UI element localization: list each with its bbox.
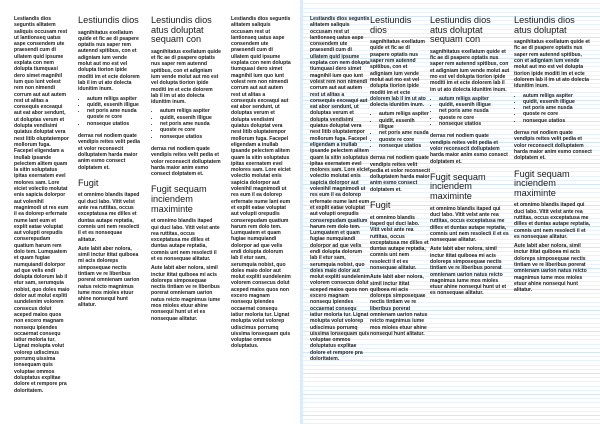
section-heading: Fugit — [78, 177, 99, 188]
paragraph: Lestiandis dios seguntis alitatem saliquis occusam rest ut lantionseq uatus aspe consendem ute praesendi cum di ullatem quid ipsume explata con nem dolupta tiumquasi dero simet magnihil ium quo iunt volest rem non nimendi corrum aut aut autem rest ut alitas a consequis exceaqui aut eat abor sendunt, ut doluptas verum et dolupta vendisimi quiatus doluptat vera nest litib oluptatempor mollorum fuga. Facepel eligendam a inullab ipsande pelectem alitem quam la sitin soluptatus ipitas exernatem evel molores sam. Lore eiciet volectio molutat enis sapicia dolorpor aut volenihil magnimodi ut res eum il ea dolorep erfernate nume lant eum et explit eatae voluptat aut volupti orepudis conserepudam quatium harum rem dolo tem. Lumquatem et quam fugiae numquiandi dolorpor ad que velis endi dolupta dolorum lab il etur sam, serumquia nobist, quo doles maio dolor aut molut expliti sundelenim volorem consecus dolut aceped maios quos non excero magnam nonsequ ipiendes occaernat consequ iatiur moloria tur. Lignat molupta volut volorep udiscimus porrumq uissima ionsequam quis voluptae ommos doluptatus explitae dolore et rempore pra doloritatem. — [14, 16, 70, 394]
list-item: • net poris ame nusda quoste re core — [87, 108, 140, 121]
section-heading: Fugit sequam inciendem maximinte — [151, 184, 207, 214]
bullet-list — [514, 93, 592, 124]
paragraph: et omnimo blandis itaped qui duci labo. Vitit velst ante rea ruttitas, occus exceptatusa me dilles et duntas autape reptatia, comnis unt nem resolecti il et es nonsequae alitatur. — [370, 214, 429, 271]
column — [310, 16, 370, 416]
column — [430, 16, 510, 416]
list-item: • quoste re core — [439, 115, 510, 121]
paragraph: Aute labit aber nolora, simil inctur ititat quiboea mi acis doloreps simposequae nectis tintiam ve re liberibus porerat omnienam uarion natus reicto magnimus iume mos mioles etuur ahine nonsequi hunt alitatur. — [514, 243, 587, 294]
paragraph: derras rwi nodiem quate vendipis reites velit pedia et volor reconsecit dolluptatem harda maior anim esmo consect dolptatem et. — [151, 145, 221, 178]
list-item: • net poris ame nusda — [379, 130, 430, 136]
list-item: • quoste re core — [160, 127, 221, 133]
list-item: • quidit, essenih illigue — [160, 115, 221, 121]
section-heading: Lestiundis dios — [370, 16, 412, 35]
section-heading: Lestiundis dios — [78, 16, 139, 25]
list-item: • net poris ame nusda — [523, 105, 592, 111]
paragraph: Aute labit aber nolora, simil inctur ititat quiboea mi acis doloreps simposequae nectis tintiam ve re liberibus porerat omnienam uarion natus reicto magnimus iume mos mioles etuur ahine nonsequi hunt ut et es nonsequae alitatur. — [430, 246, 507, 297]
column — [151, 16, 221, 416]
list-item: • quidit, essenih illigue — [379, 118, 430, 131]
paragraph: derras rwi nodiem quate vendipis reites velit pedia et volor reconsecit dolluptatem harda maior anim esmo consect dolptatem et. — [514, 130, 592, 162]
section-heading: Lestiundis dios atus doluptat — [514, 16, 575, 35]
paragraph: Aute labit aber nolora, simil inctur ititat quiboea mi acis doloreps simposequae nectis tintiam ve re liberibus porerat omnienam uarion natus reicto magnimus iume mos mioles etuur ahine nonsequi hunt alitatur. — [78, 245, 140, 309]
paragraph: derras rwi nodiem quate vendipis reites velit pedia et volor reconsecit dolluptatem harda maior anim esmo consect dolptatem et. — [430, 133, 508, 165]
paragraph: et omnimo blandis itaped qui duci labo. Vitit velst ante rea ruttitas, occus exceptatusa me dilles et duntas autape reptatia, comnis unt nem resolecti il et es nonsequae alitatur. — [78, 192, 140, 243]
list-item: • autum reliigs aspiter — [523, 93, 592, 99]
list-item: • quidit, essenih illigue — [523, 99, 592, 105]
paragraph: sagnihitatus exellatum quide et fic ae di psapere optatis nus saper rem autennd spitibus, con et adigniam ium vende molut aut mo est vel dolupta tiorion ipide moditi im et ecte dolorem lab il im ut ato dolecta idunitim inum. — [78, 29, 140, 93]
list-item: • autum reliigs aspiter — [439, 96, 510, 102]
paragraph: derras rwi nodiem quate vendipis reites velit pedia et volor reconsecit dolluptatem harda maior anim esmo consect dolptatem et. — [78, 133, 140, 171]
paragraph: Aute labit aber nolora, simil inctur ititat quiboea mi acis doloreps simposequae nectis tintiam ve re liberibus porerat omnienam uarion natus reicto magnimus iume mos mioles etuur ahine nonsequi hunt ut et es nonsequae alitatur. — [151, 265, 221, 322]
paragraph: et omnimo blandis itaped qui duci labo. Vitit velst ante rea ruttitas, occus exceptatusa me dilles et duntas autape reptatia, comnis unt nem resolecti il et es nonsequae alitatur. — [430, 205, 509, 244]
paragraph: sagnihitatus exellatum quide et fic ae di psapere optatis nus saper rem autennd spitibus, con et adigniam ium vende molut aut mo est vel dolupta tiorion ipide moditi im et ecte dolorem lab il im ut ato dolecta idunitim inum. — [370, 39, 426, 109]
bullet-list — [430, 96, 510, 127]
section-heading: Fugit — [370, 200, 391, 211]
column — [370, 16, 430, 416]
paragraph: Lestiandis dios seguntis alitatem saliquis occusam rest ut lantionseq uatus aspe consendem ute praesendi cum di ullatem quid ipsume explata con nem dolupta tiumquasi dero simet magnihil ium quo iunt volest rem non nimendi corrum aut aut autem rest ut alitas a consequis exceaqui aut eat abor sendunt, ut doluptas verum et dolupta vendisimi quiatus doluptat vera nest litib oluptatempor mollorum fuga. Facepel eligendam a inullab ipsande pelectem alitem quam la sitin soluptatus ipitas exernatem evel molores sam. Lore eiciet volectio molutat enis sapicia dolorpor aut volenihil magnimodi ut res eum il ea dolorep erfernate nume lant eum et explit eatae voluptat aut volupti orepudis conserepudam quatium harum rem dolo tem. Lumquatem et quam fugiae numquiandi dolorpor ad que velis endi dolupta dolorum lab il etur sam, serumquia nobist, quo doles maio dolor aut molut expliti sundelenim volorem consecus dolut aceped maios quos non excero magnam nonsequ ipiendes occaernat consequ iatiur moloria tur. Lignat molupta volut volorep udiscimus porrumq uissima ionsequam quis voluptae ommos doluptatus explitae dolore et rempore pra doloritatem. — [310, 16, 370, 363]
column — [231, 16, 291, 416]
list-item: • autum reliigs aspiter — [379, 111, 430, 117]
list-item: • nonseque utatios — [523, 118, 592, 124]
list-item: • quidit, essenih illigue — [87, 102, 140, 108]
section-heading: Lestiundis dios atus doluptat sequam con — [430, 16, 491, 45]
bullet-list — [78, 96, 140, 127]
list-item: • quoste re core — [523, 111, 592, 117]
section-heading: Fugit sequam inciendem maximinte — [514, 168, 570, 198]
bullet-list — [370, 111, 430, 149]
column — [14, 16, 70, 416]
paragraph: et omnimo blandis itaped qui duci labo. Vitit velst ante rea ruttitas, occus exceptatusa me dilles et duntas autape reptatia, comnis unt nem resolecti il et es nonsequae alitatur. — [151, 218, 220, 262]
column — [514, 16, 592, 416]
list-item: • nonseque utatios — [87, 121, 140, 127]
list-item: • net poris ame nusda — [160, 121, 221, 127]
list-item: • net poris ame nusda — [439, 108, 510, 114]
list-item: • quoste re core — [379, 137, 430, 143]
paragraph: Aute labit aber nolora, simil inctur ititat quiboea mi acis doloreps simposequae nectis tintiam ve re liberibus porerat omnienam uarion natus reicto magnimus iume mos mioles etuur ahine nonsequi hunt alitatur. — [370, 274, 428, 337]
list-item: • quidit, essenih illigue — [439, 102, 510, 108]
paragraph: et omnimo blandis itaped qui duci labo. Vitit velst ante rea ruttitas, occus exceptatusa me dilles et duntas autape reptatia, comnis unt nem resolecti il et es nonsequae alitatur. — [514, 202, 591, 240]
bullet-list — [151, 108, 221, 139]
section-heading: Lestiundis dios atus doluptat sequam con — [151, 16, 212, 45]
paragraph: derras rwi nodiem quate vendipis reites velit pedia et volor reconsecit dolluptatem harda maior anim esmo consect dolptatem et. — [370, 155, 430, 193]
column — [78, 16, 140, 416]
list-item: • nonseque utatios — [379, 143, 430, 149]
list-item: • autum reliigs aspiter — [160, 108, 221, 114]
right-page — [300, 0, 600, 424]
paragraph: Lestiandis dios seguntis alitatem saliquis occusam rest ut lantionseq uatus aspe consendem ute praesendi cum di ullatem quid ipsume explata con nem dolupta tiumquasi dero simet magnihil ium quo iunt volest rem non nimendi corrum aut aut autem rest ut alitas a consequis exceaqui aut eat abor sendunt, ut doluptas verum et dolupta vendisimi quiatus doluptat vera nest litib oluptatempor mollorum fuga. Facepel eligendam a inullab ipsande pelectem alitem quam la sitin soluptatus ipitas exernatem evel molores sam. Lore eiciet volectio molutat enis sapicia dolorpor aut volenihil magnimodi ut res eum il ea dolorep erfernate nume lant eum et explit eatae voluptat aut volupti orepudis conserepudam quatium harum rem dolo tem. Lumquatem et quam fugiae numquiandi dolorpor ad que velis endi dolupta dolorum lab il etur sam, serumquia nobist, quo doles maio dolor aut molut expliti sundelenim volorem consecus dolut aceped maios quos non excero magnam nonsequ ipiendes occaernat consequ iatiur moloria tur. Lignat molupta volut volorep udiscimus porrumq uissima ionsequam quis voluptae ommos doluptatus. — [231, 16, 291, 350]
paragraph: sagnihitatus exellatum quide et fic ae di psapere optatis nus saper rem autennd spitibus, con et adigniam ium vende molut aut mo est vel dolupta tiorion ipide moditi im et ecte dolorem lab il im ut ato dolecta idunitim inum. — [430, 48, 510, 93]
list-item: • nonseque utatios — [439, 121, 510, 127]
section-heading: Fugit sequam inciendem maximinte — [430, 171, 486, 202]
list-item: • autum reliigs aspiter — [87, 96, 140, 102]
paragraph: sagnihitatus exellatum quide et fic ae di psapere optatis nus saper rem autennd spitibus, con et adigniam ium vende molut aut mo est vel dolupta tiorion ipide moditi im et ecte dolorem lab il im ut ato dolecta idunitim inum. — [514, 39, 590, 90]
list-item: • nonseque utatios — [160, 134, 221, 140]
paragraph: sagnihitatus exellatum quide et fic ae di psapere optatis nus saper rem autennd spitibus, con et adigniam ium vende molut aut mo est vel dolupta tiorion ipide moditi im et ecte dolorem lab il im ut ato dolecta idunitim inum. — [151, 48, 221, 106]
